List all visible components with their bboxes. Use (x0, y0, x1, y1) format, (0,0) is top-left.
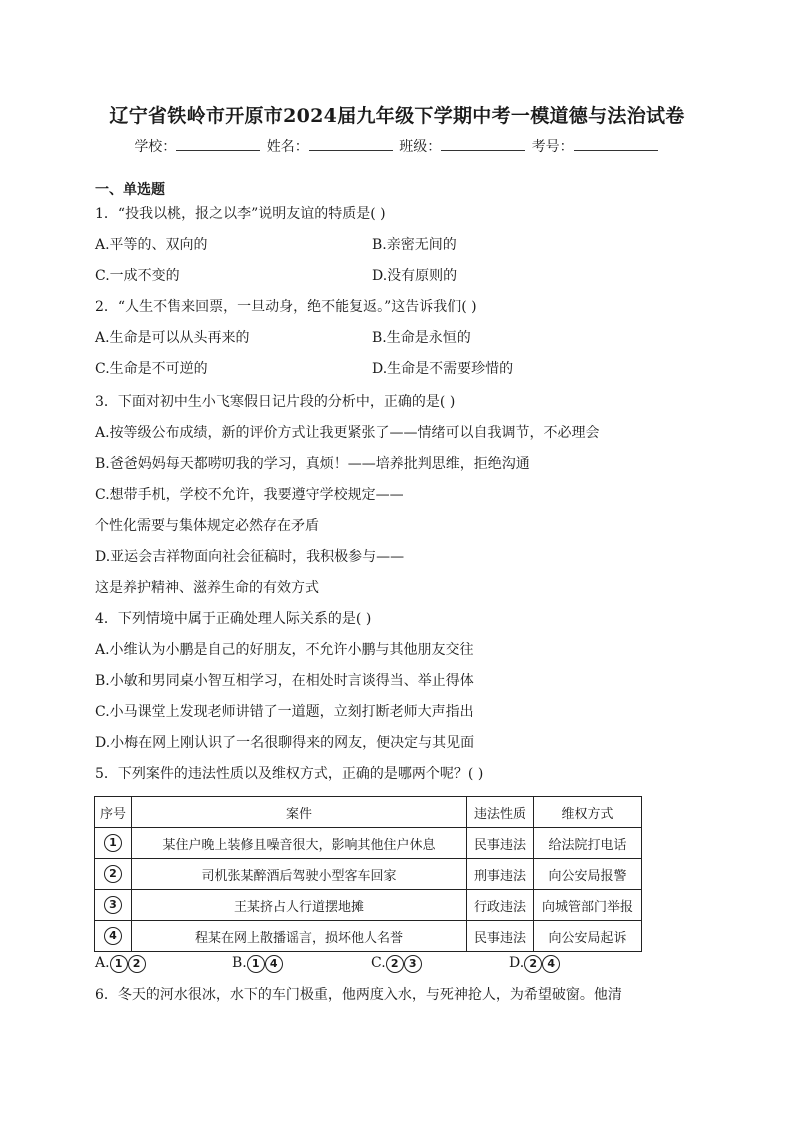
remedy-cell: 向公安局起诉 (534, 921, 642, 952)
circled-number: 4 (265, 955, 283, 973)
question-3-stem: 3．下面对初中生小飞寒假日记片段的分析中，正确的是( ) (95, 394, 456, 410)
nature-cell: 民事违法 (467, 921, 534, 952)
question-6-stem: 6．冬天的河水很冰，水下的车门极重，他两度入水，与死神抢人，为希望破窗。他清 (95, 987, 622, 1003)
question-4-option-c[interactable]: C.小马课堂上发现老师讲错了一道题，立刻打断老师大声指出 (95, 704, 474, 720)
remedy-cell: 向城管部门举报 (534, 890, 642, 921)
row-no-cell (95, 859, 132, 890)
question-5-answers (95, 955, 655, 973)
table-row (95, 859, 642, 890)
nature-cell: 行政违法 (467, 890, 534, 921)
question-3-option-d-cont: 这是养护精神、滋养生命的有效方式 (95, 580, 319, 596)
question-2-option-d[interactable]: D.生命是不需要珍惜的 (372, 361, 514, 377)
question-5-option-d[interactable]: D. 2 4 (509, 955, 560, 973)
header-remedy: 维权方式 (534, 797, 642, 828)
school-blank[interactable] (176, 136, 260, 151)
row-no-cell (95, 890, 132, 921)
circled-number: 1 (247, 955, 265, 973)
exam-title: 辽宁省铁岭市开原市2024届九年级下学期中考一模道德与法治试卷 (109, 105, 685, 127)
circled-number: 2 (104, 865, 122, 883)
question-3-option-c-cont: 个性化需要与集体规定必然存在矛盾 (95, 518, 319, 534)
circled-number: 1 (110, 955, 128, 973)
circled-number: 3 (104, 896, 122, 914)
question-5-option-b[interactable]: B. 1 4 (232, 955, 283, 973)
question-5-option-c[interactable]: C. 2 3 (371, 955, 422, 973)
name-label: 姓名： (266, 139, 309, 155)
question-1-option-d[interactable]: D.没有原则的 (372, 268, 458, 284)
nature-cell: 民事违法 (467, 828, 534, 859)
circled-number: 4 (542, 955, 560, 973)
student-info-row (0, 136, 794, 156)
circled-number: 3 (404, 955, 422, 973)
question-4-option-d[interactable]: D.小梅在网上刚认识了一名很聊得来的网友，便决定与其见面 (95, 735, 475, 751)
id-blank[interactable] (574, 136, 658, 151)
table-header-row (95, 797, 642, 828)
circled-number: 2 (128, 955, 146, 973)
remedy-cell: 给法院打电话 (534, 828, 642, 859)
id-label: 考号： (531, 139, 574, 155)
case-cell: 司机张某醉酒后驾驶小型客车回家 (132, 859, 467, 890)
circled-number: 4 (104, 927, 122, 945)
table-row (95, 921, 642, 952)
question-1-stem: 1．“投我以桃，报之以李”说明友谊的特质是( ) (95, 206, 386, 222)
question-1-option-a[interactable]: A.平等的、双向的 (95, 237, 208, 253)
school-label: 学校： (134, 139, 177, 155)
table-row (95, 890, 642, 921)
case-cell: 王某挤占人行道摆地摊 (132, 890, 467, 921)
question-5-stem: 5．下列案件的违法性质以及维权方式，正确的是哪两个呢？( ) (95, 766, 484, 782)
row-no-cell (95, 921, 132, 952)
header-no: 序号 (95, 797, 132, 828)
section-title: 一、单选题 (95, 182, 165, 198)
table-row (95, 828, 642, 859)
header-case: 案件 (132, 797, 467, 828)
remedy-cell: 向公安局报警 (534, 859, 642, 890)
question-3-option-d[interactable]: D.亚运会吉祥物面向社会征稿时，我积极参与—— (95, 549, 405, 565)
class-blank[interactable] (441, 136, 525, 151)
question-3-option-b[interactable]: B.爸爸妈妈每天都唠叨我的学习，真烦！——培养批判思维，拒绝沟通 (95, 456, 530, 472)
question-3-option-a[interactable]: A.按等级公布成绩，新的评价方式让我更紧张了——情绪可以自我调节，不必理会 (95, 425, 600, 441)
question-1-option-b[interactable]: B.亲密无间的 (372, 237, 457, 253)
case-cell: 程某在网上散播谣言，损坏他人名誉 (132, 921, 467, 952)
question-1-option-c[interactable]: C.一成不变的 (95, 268, 180, 284)
header-nature: 违法性质 (467, 797, 534, 828)
question-4-stem: 4．下列情境中属于正确处理人际关系的是( ) (95, 611, 372, 627)
question-5-option-a[interactable]: A. 1 2 (95, 955, 146, 973)
class-label: 班级： (399, 139, 442, 155)
circled-number: 2 (524, 955, 542, 973)
case-cell: 某住户晚上装修且噪音很大，影响其他住户休息 (132, 828, 467, 859)
name-blank[interactable] (309, 136, 393, 151)
circled-number: 1 (104, 834, 122, 852)
circled-number: 2 (386, 955, 404, 973)
question-2-option-b[interactable]: B.生命是永恒的 (372, 330, 471, 346)
row-no-cell (95, 828, 132, 859)
question-4-option-a[interactable]: A.小维认为小鹏是自己的好朋友，不允许小鹏与其他朋友交往 (95, 642, 474, 658)
question-2-stem: 2．“人生不售来回票，一旦动身，绝不能复返。”这告诉我们( ) (95, 299, 477, 315)
question-2-option-a[interactable]: A.生命是可以从头再来的 (95, 330, 250, 346)
question-4-option-b[interactable]: B.小敏和男同桌小智互相学习，在相处时言谈得当、举止得体 (95, 673, 474, 689)
question-2-option-c[interactable]: C.生命是不可逆的 (95, 361, 208, 377)
case-table (94, 796, 642, 952)
question-3-option-c[interactable]: C.想带手机，学校不允许，我要遵守学校规定—— (95, 487, 404, 503)
nature-cell: 刑事违法 (467, 859, 534, 890)
